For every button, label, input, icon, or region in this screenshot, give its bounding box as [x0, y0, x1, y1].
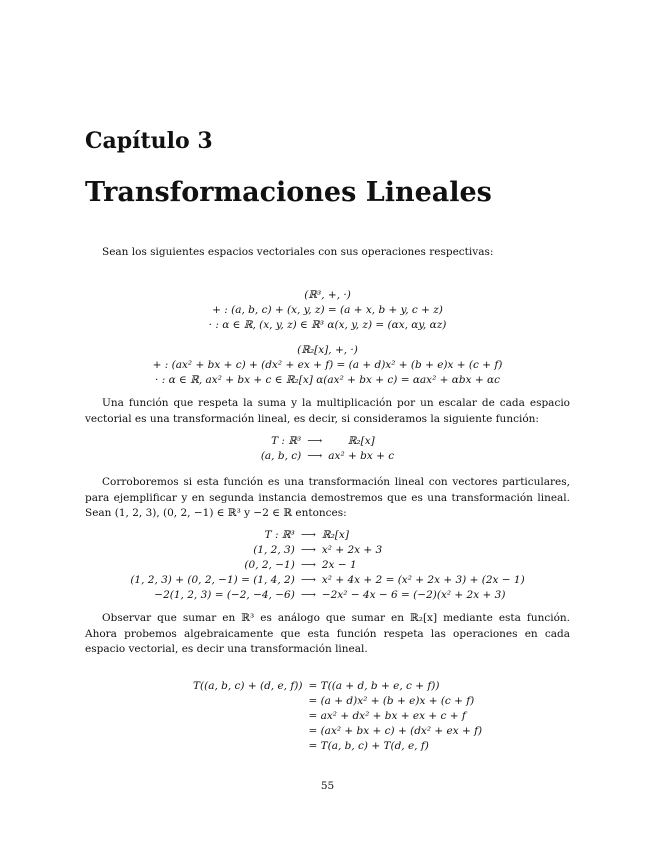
- map2-block: [0, 528, 655, 603]
- map2-row: [127, 528, 527, 543]
- space1-addition: + : (a, b, c) + (x, y, z) = (a + x, b + y, c + z): [212, 304, 443, 316]
- map1-right: ax² + bx + c: [328, 450, 395, 462]
- map1-row: [258, 449, 397, 464]
- derivation-step: = (ax² + bx + c) + (dx² + ex + f): [308, 725, 483, 737]
- derivation-row: [190, 694, 485, 709]
- map2-arrow: ⟶: [300, 529, 316, 541]
- paragraph-observe: Observar que sumar en ℝ³ es análogo que sumar en ℝ₂[x] mediante esta función. Ahora probemos algebraicamente que esta función respeta las operaciones en cada espacio vectorial, es decir una transformación lineal.: [85, 612, 570, 655]
- map2-arrow: ⟶: [300, 589, 316, 601]
- space2-head: (ℝ₂[x], +, ·): [297, 344, 358, 356]
- map1-left: (a, b, c): [260, 450, 302, 462]
- map2-table: [127, 528, 527, 603]
- map2-left: (1, 2, 3) + (0, 2, −1) = (1, 4, 2): [130, 574, 295, 586]
- derivation-step: = (a + d)x² + (b + e)x + (c + f): [308, 695, 475, 707]
- space2-multiplication: · : α ∈ ℝ, ax² + bx + c ∈ ℝ₂[x] α(ax² + bx + c) = αax² + αbx + αc: [155, 374, 500, 386]
- map2-row: [127, 543, 527, 558]
- map2-right: x² + 4x + 2 = (x² + 2x + 3) + (2x − 1): [321, 574, 525, 586]
- map1-row: [258, 434, 397, 449]
- derivation-row: [190, 709, 485, 724]
- derivation-block: [190, 679, 485, 754]
- map2-left: −2(1, 2, 3) = (−2, −4, −6): [154, 589, 295, 601]
- map2-right: −2x² − 4x − 6 = (−2)(x² + 2x + 3): [321, 589, 506, 601]
- map2-left: T : ℝ³: [264, 529, 295, 541]
- paragraph-corroborate: Corroboremos si esta función es una transformación lineal con vectores particulares, para ejemplificar y en segunda instancia demostremos que es una transformación lineal. Sean (1, 2, 3), (0, 2, −1) ∈ ℝ³ y −2 ∈ ℝ entonces:: [85, 476, 570, 519]
- derivation-step: = T((a + d, b + e, c + f)): [308, 680, 440, 692]
- derivation-lhs: T((a, b, c) + (d, e, f)): [193, 680, 303, 692]
- map2-row: [127, 588, 527, 603]
- map1-block: [0, 434, 655, 464]
- map1-arrow: ⟶: [307, 435, 323, 447]
- derivation-row: [190, 724, 485, 739]
- intro-paragraph: Sean los siguientes espacios vectoriales con sus operaciones respectivas:: [102, 246, 494, 258]
- map2-arrow: ⟶: [300, 544, 316, 556]
- map2-right: 2x − 1: [321, 559, 357, 571]
- map2-row: [127, 558, 527, 573]
- map1-right: ℝ₂[x]: [347, 435, 375, 447]
- derivation-row: [190, 739, 485, 754]
- map1-table: [258, 434, 397, 464]
- map2-arrow: ⟶: [300, 574, 316, 586]
- derivation-step: = T(a, b, c) + T(d, e, f): [308, 740, 429, 752]
- map1-arrow: ⟶: [307, 450, 323, 462]
- space1-head: (ℝ³, +, ·): [304, 289, 351, 301]
- map1-left: T : ℝ³: [271, 435, 302, 447]
- map2-left: (0, 2, −1): [244, 559, 295, 571]
- map2-right: x² + 2x + 3: [321, 544, 383, 556]
- derivation-row: [190, 679, 485, 694]
- derivation-step: = ax² + dx² + bx + ex + c + f: [308, 710, 466, 722]
- space2-addition: + : (ax² + bx + c) + (dx² + ex + f) = (a + d)x² + (b + e)x + (c + f): [152, 359, 503, 371]
- chapter-title: Transformaciones Lineales: [85, 177, 492, 208]
- derivation-table: [190, 679, 485, 754]
- map2-right: ℝ₂[x]: [321, 529, 349, 541]
- paragraph-linear-definition: Una función que respeta la suma y la multiplicación por un escalar de cada espacio vectorial es una transformación lineal, es decir, si consideramos la siguiente función:: [85, 397, 570, 425]
- map2-left: (1, 2, 3): [253, 544, 295, 556]
- map2-row: [127, 573, 527, 588]
- chapter-label: Capítulo 3: [85, 128, 213, 154]
- page-number: 55: [320, 780, 335, 792]
- map2-arrow: ⟶: [300, 559, 316, 571]
- space1-multiplication: · : α ∈ ℝ, (x, y, z) ∈ ℝ³ α(x, y, z) = (αx, αy, αz): [208, 319, 447, 331]
